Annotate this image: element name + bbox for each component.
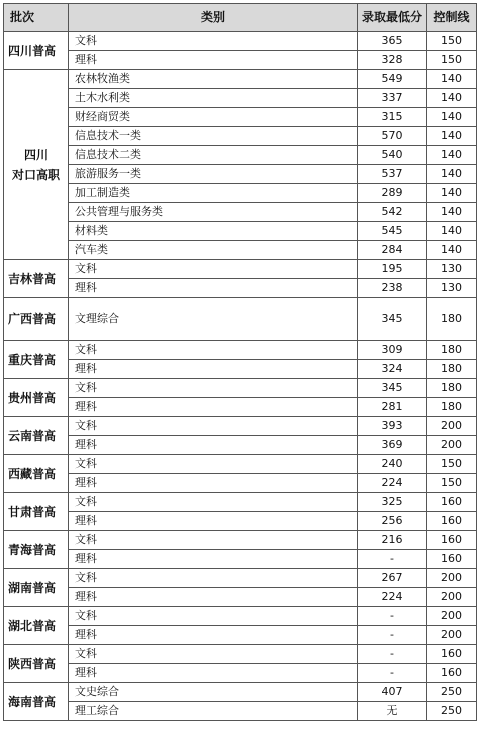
category-cell: 财经商贸类 [69,108,358,127]
category-cell: 文科 [69,531,358,550]
table-row [4,222,477,241]
category-cell: 文理综合 [69,298,358,341]
category-cell: 文科 [69,32,358,51]
category-cell: 文科 [69,493,358,512]
min-score-cell: 549 [358,70,427,89]
header-batch: 批次 [4,4,69,32]
control-line-cell: 160 [427,512,477,531]
min-score-cell: 542 [358,203,427,222]
control-line-cell: 150 [427,32,477,51]
min-score-cell: - [358,664,427,683]
table-row [4,683,477,702]
control-line-cell: 200 [427,607,477,626]
category-cell: 理科 [69,550,358,569]
table-row [4,531,477,550]
control-line-cell: 140 [427,108,477,127]
control-line-cell: 140 [427,146,477,165]
table-row [4,607,477,626]
table-row [4,127,477,146]
min-score-cell: 325 [358,493,427,512]
control-line-cell: 200 [427,436,477,455]
min-score-cell: - [358,550,427,569]
min-score-cell: 345 [358,379,427,398]
table-row [4,702,477,721]
category-cell: 理科 [69,279,358,298]
header-min-score: 录取最低分 [358,4,427,32]
min-score-cell: 224 [358,474,427,493]
control-line-cell: 200 [427,417,477,436]
category-cell: 理科 [69,51,358,70]
category-cell: 理工综合 [69,702,358,721]
min-score-cell: 284 [358,241,427,260]
control-line-cell: 140 [427,70,477,89]
category-cell: 文科 [69,607,358,626]
category-cell: 理科 [69,512,358,531]
table-row [4,550,477,569]
min-score-cell: 195 [358,260,427,279]
min-score-cell: 337 [358,89,427,108]
min-score-cell: 无 [358,702,427,721]
control-line-cell: 140 [427,165,477,184]
table-row [4,146,477,165]
control-line-cell: 200 [427,569,477,588]
header-category: 类别 [69,4,358,32]
control-line-cell: 130 [427,260,477,279]
control-line-cell: 140 [427,222,477,241]
batch-cell: 云南普高 [4,417,69,455]
table-body [4,32,477,721]
control-line-cell: 250 [427,683,477,702]
control-line-cell: 180 [427,398,477,417]
control-line-cell: 150 [427,474,477,493]
category-cell: 农林牧渔类 [69,70,358,89]
min-score-cell: 393 [358,417,427,436]
admission-score-table [3,3,477,721]
control-line-cell: 250 [427,702,477,721]
min-score-cell: 540 [358,146,427,165]
header-control-line: 控制线 [427,4,477,32]
control-line-cell: 180 [427,379,477,398]
min-score-cell: 328 [358,51,427,70]
category-cell: 理科 [69,474,358,493]
min-score-cell: 216 [358,531,427,550]
min-score-cell: 240 [358,455,427,474]
batch-cell: 四川 对口高职 [4,70,69,260]
control-line-cell: 160 [427,531,477,550]
control-line-cell: 160 [427,493,477,512]
min-score-cell: 309 [358,341,427,360]
category-cell: 公共管理与服务类 [69,203,358,222]
batch-cell: 贵州普高 [4,379,69,417]
min-score-cell: 267 [358,569,427,588]
control-line-cell: 150 [427,455,477,474]
batch-cell: 青海普高 [4,531,69,569]
batch-cell: 西藏普高 [4,455,69,493]
table-row [4,70,477,89]
table-row [4,260,477,279]
min-score-cell: 537 [358,165,427,184]
table-row [4,360,477,379]
table-row [4,89,477,108]
table-row [4,184,477,203]
category-cell: 加工制造类 [69,184,358,203]
table-row [4,165,477,184]
category-cell: 理科 [69,360,358,379]
table-row [4,417,477,436]
category-cell: 信息技术二类 [69,146,358,165]
table-row [4,436,477,455]
category-cell: 理科 [69,588,358,607]
batch-cell: 广西普高 [4,298,69,341]
table-row [4,279,477,298]
category-cell: 文科 [69,379,358,398]
control-line-cell: 140 [427,184,477,203]
control-line-cell: 160 [427,645,477,664]
category-cell: 旅游服务一类 [69,165,358,184]
table-row [4,474,477,493]
min-score-cell: 365 [358,32,427,51]
batch-cell: 湖北普高 [4,607,69,645]
control-line-cell: 200 [427,626,477,645]
min-score-cell: 345 [358,298,427,341]
control-line-cell: 160 [427,664,477,683]
min-score-cell: 238 [358,279,427,298]
min-score-cell: 315 [358,108,427,127]
table-row [4,664,477,683]
category-cell: 材料类 [69,222,358,241]
min-score-cell: 545 [358,222,427,241]
control-line-cell: 140 [427,203,477,222]
category-cell: 理科 [69,436,358,455]
batch-cell: 重庆普高 [4,341,69,379]
batch-cell: 四川普高 [4,32,69,70]
table-row [4,341,477,360]
batch-cell: 海南普高 [4,683,69,721]
category-cell: 文科 [69,341,358,360]
category-cell: 理科 [69,664,358,683]
control-line-cell: 140 [427,241,477,260]
control-line-cell: 140 [427,127,477,146]
min-score-cell: 289 [358,184,427,203]
min-score-cell: - [358,626,427,645]
batch-cell: 甘肃普高 [4,493,69,531]
min-score-cell: 407 [358,683,427,702]
category-cell: 信息技术一类 [69,127,358,146]
table-row [4,379,477,398]
category-cell: 文科 [69,569,358,588]
control-line-cell: 180 [427,341,477,360]
min-score-cell: - [358,645,427,664]
control-line-cell: 160 [427,550,477,569]
min-score-cell: 224 [358,588,427,607]
table-row [4,588,477,607]
table-row [4,493,477,512]
table-row [4,298,477,341]
table-row [4,645,477,664]
category-cell: 文科 [69,455,358,474]
min-score-cell: 369 [358,436,427,455]
control-line-cell: 130 [427,279,477,298]
category-cell: 理科 [69,626,358,645]
table-row [4,203,477,222]
table-row [4,32,477,51]
table-row [4,51,477,70]
batch-cell: 吉林普高 [4,260,69,298]
category-cell: 文史综合 [69,683,358,702]
table-row [4,512,477,531]
category-cell: 文科 [69,645,358,664]
header-row [4,4,477,32]
control-line-cell: 140 [427,89,477,108]
category-cell: 汽车类 [69,241,358,260]
batch-cell: 陕西普高 [4,645,69,683]
category-cell: 土木水利类 [69,89,358,108]
control-line-cell: 150 [427,51,477,70]
control-line-cell: 200 [427,588,477,607]
category-cell: 文科 [69,417,358,436]
category-cell: 文科 [69,260,358,279]
min-score-cell: 256 [358,512,427,531]
table-row [4,398,477,417]
batch-cell: 湖南普高 [4,569,69,607]
control-line-cell: 180 [427,360,477,379]
table-row [4,455,477,474]
min-score-cell: - [358,607,427,626]
min-score-cell: 570 [358,127,427,146]
table-row [4,569,477,588]
min-score-cell: 281 [358,398,427,417]
control-line-cell: 180 [427,298,477,341]
category-cell: 理科 [69,398,358,417]
table-row [4,626,477,645]
min-score-cell: 324 [358,360,427,379]
table-row [4,241,477,260]
table-row [4,108,477,127]
